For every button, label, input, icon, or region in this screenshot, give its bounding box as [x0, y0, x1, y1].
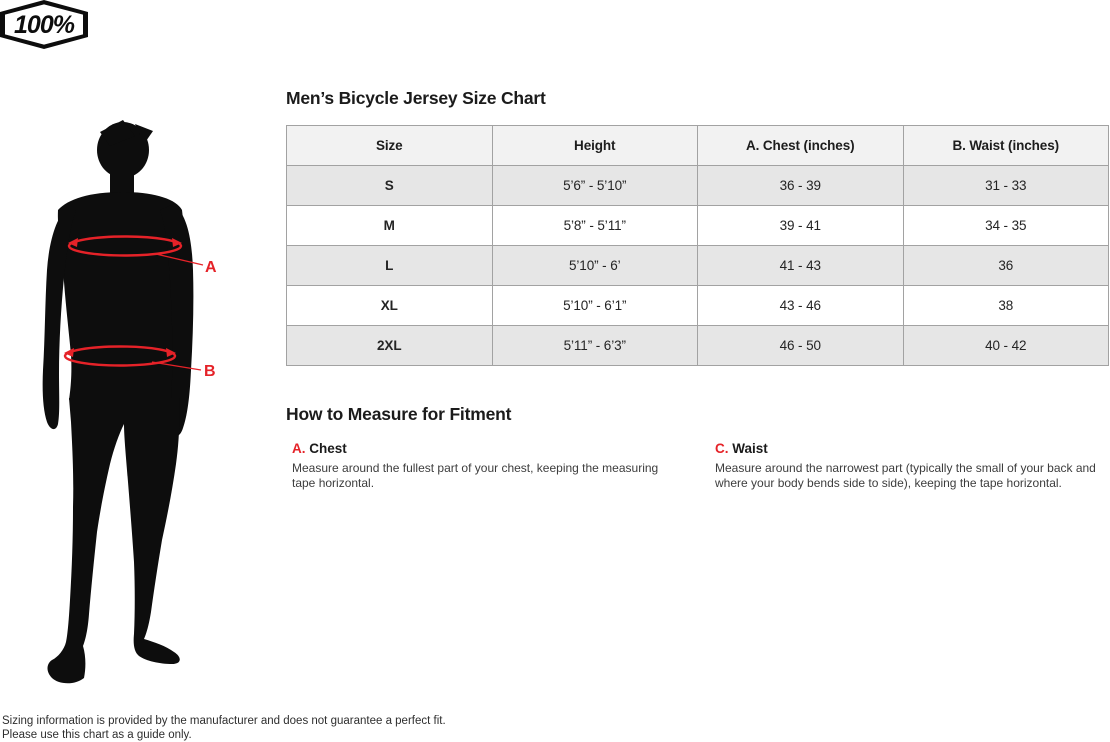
brand-logo — [0, 0, 88, 49]
chest-label-a: A — [205, 259, 217, 276]
disclaimer-line-2: Please use this chart as a guide only. — [2, 729, 192, 742]
cell-chest: 36 - 39 — [698, 166, 904, 206]
cell-height: 5’8” - 5’11” — [492, 206, 698, 246]
table-row-m — [287, 206, 1109, 246]
table-row-s — [287, 166, 1109, 206]
cell-chest: 46 - 50 — [698, 326, 904, 366]
cell-height: 5’11” - 6’3” — [492, 326, 698, 366]
cell-size: 2XL — [287, 326, 493, 366]
cell-height: 5’6” - 5’10” — [492, 166, 698, 206]
cell-chest: 39 - 41 — [698, 206, 904, 246]
cell-size: S — [287, 166, 493, 206]
fitment-waist-letter: C. — [715, 441, 729, 456]
cell-waist: 34 - 35 — [903, 206, 1109, 246]
cell-chest: 43 - 46 — [698, 286, 904, 326]
male-silhouette-figure — [43, 120, 194, 683]
disclaimer-line-1: Sizing information is provided by the manufacturer and does not guarantee a perfect fit. — [2, 715, 446, 727]
fitment-chest-name: Chest — [309, 441, 347, 456]
fitment-waist-heading — [715, 441, 1107, 456]
cell-size: XL — [287, 286, 493, 326]
brand-logo-badge-icon — [0, 0, 88, 49]
cell-waist: 36 — [903, 246, 1109, 286]
cell-size: L — [287, 246, 493, 286]
table-row-2xl — [287, 326, 1109, 366]
cell-chest: 41 - 43 — [698, 246, 904, 286]
fitment-section-title: How to Measure for Fitment — [286, 404, 512, 424]
fitment-waist-block — [715, 441, 1107, 492]
table-row-xl — [287, 286, 1109, 326]
fitment-chest-heading — [292, 441, 684, 456]
cell-height: 5’10” - 6’ — [492, 246, 698, 286]
fitment-chest-block — [292, 441, 684, 492]
col-header-waist: B. Waist (inches) — [903, 126, 1109, 166]
waist-label-b: B — [204, 363, 216, 380]
col-header-chest: A. Chest (inches) — [698, 126, 904, 166]
cell-waist: 40 - 42 — [903, 326, 1109, 366]
fitment-waist-name: Waist — [732, 441, 768, 456]
col-header-height: Height — [492, 126, 698, 166]
cell-waist: 38 — [903, 286, 1109, 326]
size-chart-table — [286, 125, 1109, 366]
fitment-chest-letter: A. — [292, 441, 306, 456]
body-measurement-diagram — [40, 112, 230, 692]
fitment-chest-description: Measure around the fullest part of your chest, keeping the measuring tape horizontal. — [292, 461, 659, 491]
fitment-waist-description: Measure around the narrowest part (typically the small of your back and where your body bends side to side), keeping the tape horizontal. — [715, 461, 1096, 491]
cell-size: M — [287, 206, 493, 246]
table-header-row — [287, 126, 1109, 166]
cell-height: 5’10” - 6’1” — [492, 286, 698, 326]
table-row-l — [287, 246, 1109, 286]
cell-waist: 31 - 33 — [903, 166, 1109, 206]
size-chart-title: Men’s Bicycle Jersey Size Chart — [286, 88, 546, 108]
sizing-disclaimer — [2, 714, 446, 742]
brand-logo-text: 100% — [14, 11, 74, 39]
col-header-size: Size — [287, 126, 493, 166]
